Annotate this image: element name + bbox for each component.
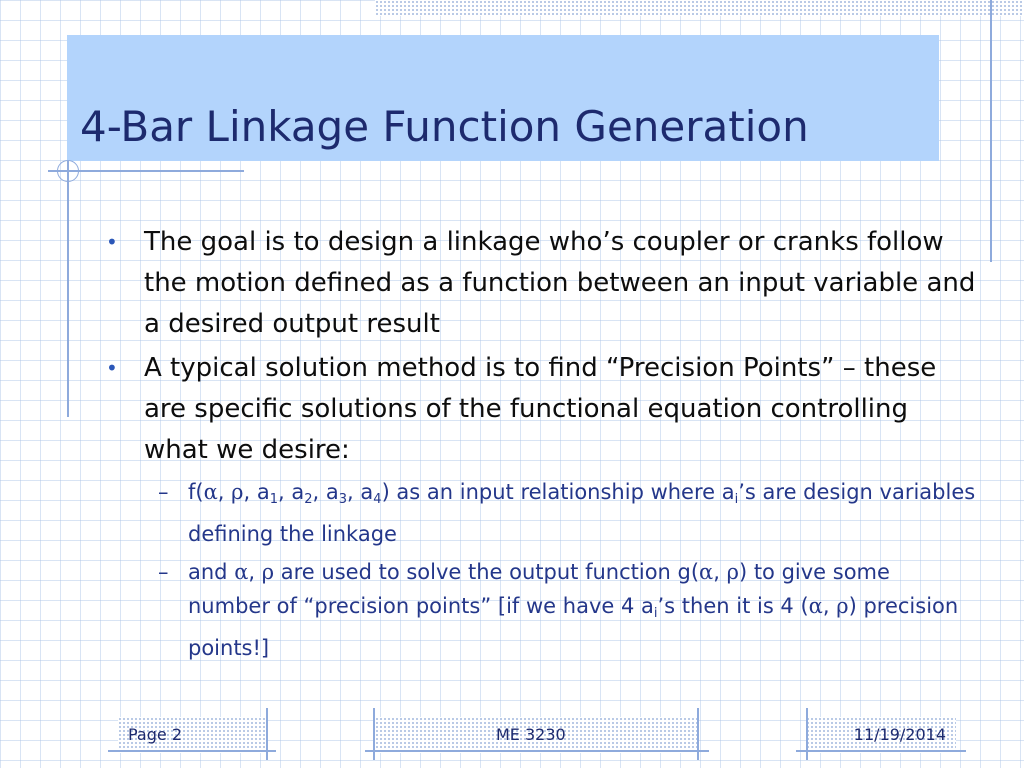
bullet-marker: • [106, 230, 118, 254]
bullet-marker: • [106, 356, 118, 380]
sub-bullet-marker: – [158, 480, 169, 504]
footer-rule [108, 750, 276, 752]
footer-rule [266, 708, 268, 760]
footer-rule [806, 708, 808, 760]
top-dotted-band [375, 0, 1024, 16]
footer-rule [373, 708, 375, 760]
bullet-item [96, 222, 976, 345]
title-corner-circle [57, 160, 79, 182]
footer-course-box [375, 717, 699, 753]
right-vertical-rule [990, 0, 992, 262]
sub-bullet-text: and α, ρ are used to solve the output function g(α, ρ) to give some number of “precision points” [if we have 4 $a_i’s$ then it is 4 (α, ρ) precision points!] [188, 560, 959, 660]
slide-title: 4-Bar Linkage Function Generation [80, 102, 809, 151]
bullet-item [96, 348, 976, 471]
sub-bullet-marker: – [158, 560, 169, 584]
bullet-text: The goal is to design a linkage who’s coupler or cranks follow the motion defined as a function between an input variable and a desired output result [144, 227, 976, 339]
footer-course: ME 3230 [496, 725, 566, 744]
footer-rule [697, 708, 699, 760]
left-vertical-rule [67, 161, 69, 417]
title-box [67, 35, 939, 161]
footer-rule [796, 750, 966, 752]
footer-rule [365, 750, 709, 752]
footer-page-number: Page 2 [128, 725, 182, 744]
sub-bullet-text: f(α, ρ, $a_1$, $a_2$, $a_3$, $a_4$) as an input relationship where $a_i’s$ are design variables defining the linkage [188, 480, 976, 546]
sub-bullet-item [96, 555, 976, 665]
footer-page-box [118, 717, 268, 753]
bullet-text: A typical solution method is to find “Precision Points” – these are specific solutions of the functional equation controlling what we desire: [144, 353, 937, 465]
slide-body [96, 222, 976, 665]
footer-date: 11/19/2014 [853, 725, 946, 744]
footer-date-box [806, 717, 956, 753]
sub-bullet-item [96, 475, 976, 551]
